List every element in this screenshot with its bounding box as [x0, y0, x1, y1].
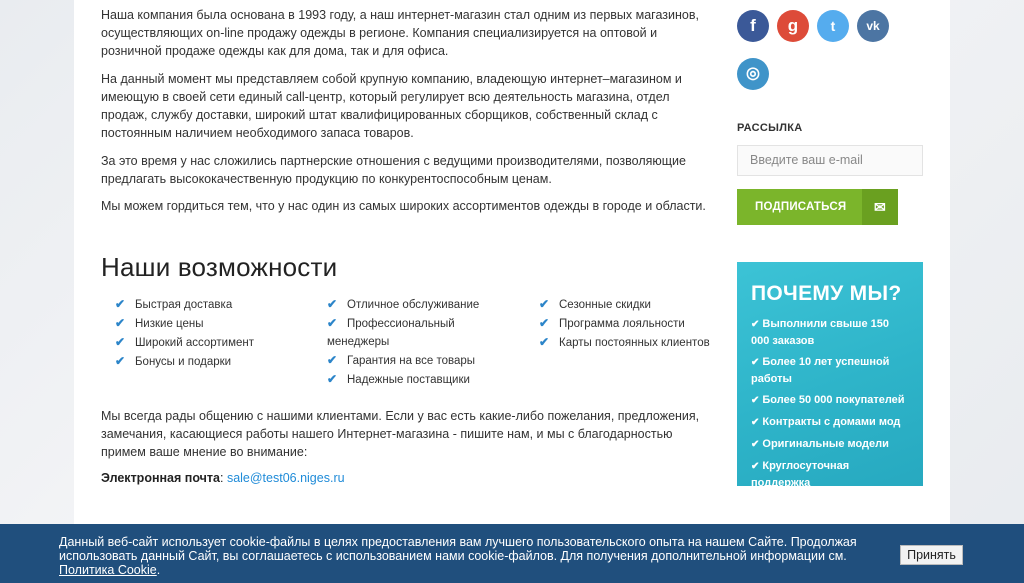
feature-item: ✔ Надежные поставщики: [327, 372, 470, 386]
why-us-item: ✔ Более 50 000 покупателей: [751, 394, 905, 406]
cookie-message: Данный веб-сайт использует cookie-файлы в целях предоставления вам лучшего пользовательского опыта на нашем Сайте. Продолжая использовать данный Сайт, вы соглашаетесь с использованием нами cookie-файлов. Для получения дополнительной информации см.: [59, 535, 857, 563]
check-icon: ✔: [115, 316, 126, 330]
check-icon: ✔: [327, 353, 338, 367]
why-us-title: ПОЧЕМУ МЫ?: [751, 282, 902, 305]
features-column-3: [539, 295, 715, 352]
feature-item: ✔ Бонусы и подарки: [115, 354, 232, 368]
why-us-banner[interactable]: [737, 262, 923, 489]
cookie-tail: .: [156, 563, 161, 577]
about-paragraph-1: Наша компания была основана в 1993 году, а наш интернет-магазин стал одним из первых магазинов, осуществляющих on-line продажу одежды в регионе. Компания специализируется на оптовой и розничной продаже одежды как для дома, так и для офиса.: [101, 8, 699, 58]
check-icon: ✔: [751, 417, 760, 428]
feature-item: ✔ Гарантия на все товары: [327, 353, 476, 367]
check-icon: ✔: [539, 316, 550, 330]
cookie-text: [59, 535, 859, 577]
page-container: [74, 0, 950, 583]
cookie-banner: [0, 524, 1024, 583]
why-us-list: [751, 316, 909, 491]
feature-item: ✔ Программа лояльности: [539, 316, 685, 330]
check-icon: ✔: [751, 319, 760, 330]
check-icon: ✔: [751, 461, 760, 472]
check-icon: ✔: [751, 439, 760, 450]
subscribe-button[interactable]: [737, 189, 898, 225]
contact-paragraph: Мы всегда рады общению с нашими клиентами. Если у вас есть какие-либо пожелания, предложения, замечания, касающиеся работы нашего Интернет-магазина - пишите нам, и мы с благодарностью примем ваше мнение во внимание:: [101, 409, 700, 459]
vk-icon[interactable]: vk: [857, 10, 889, 42]
accept-cookies-button[interactable]: Принять: [900, 545, 963, 565]
about-paragraph-4: Мы можем гордиться тем, что у нас один из самых широких ассортиментов одежды в городе и области.: [101, 199, 706, 213]
check-icon: ✔: [115, 354, 126, 368]
check-icon: ✔: [539, 335, 550, 349]
feature-item: ✔ Сезонные скидки: [539, 297, 651, 311]
feature-item: ✔ Карты постоянных клиентов: [539, 335, 710, 349]
why-us-item: ✔ Более 10 лет успешной работы: [751, 356, 890, 385]
why-us-item: ✔ Выполнили свыше 150 000 заказов: [751, 318, 889, 347]
why-us-item: ✔ Круглосуточная поддержка: [751, 460, 850, 489]
cookie-policy-link[interactable]: Политика Cookie: [59, 563, 157, 577]
subscribe-button-label: ПОДПИСАТЬСЯ: [755, 201, 847, 213]
why-us-item: ✔ Контракты с домами мод: [751, 416, 901, 428]
section-title: Наши возможности: [101, 252, 338, 282]
subscribe-title: РАССЫЛКА: [737, 122, 803, 134]
check-icon: ✔: [751, 357, 760, 368]
check-icon: ✔: [327, 372, 338, 386]
why-us-item: ✔ Оригинальные модели: [751, 438, 889, 450]
social-links: [737, 10, 927, 82]
feature-item: ✔ Отличное обслуживание: [327, 297, 480, 311]
about-paragraph-2: На данный момент мы представляем собой крупную компанию, владеющую интернет–магазином и имеющую в своей сети единый call-центр, который регулирует всю деятельность магазина, отдел продаж, службу доставки, широкий штат квалифицированных сборщиков, собственный склад с постоянным наличием необходимого запаса товаров.: [101, 72, 682, 140]
email-line: [101, 471, 345, 485]
feature-item: ✔ Низкие цены: [115, 316, 204, 330]
check-icon: ✔: [115, 335, 126, 349]
feature-item: ✔ Широкий ассортимент: [115, 335, 255, 349]
instagram-icon[interactable]: ◎: [737, 58, 769, 90]
features-column-2: [327, 295, 517, 389]
feature-item: ✔ Профессиональный менеджеры: [327, 316, 455, 348]
features-column-1: [115, 295, 315, 371]
facebook-icon[interactable]: f: [737, 10, 769, 42]
about-paragraph-3: За это время у нас сложились партнерские отношения с ведущими производителями, позволяющие предлагать высококачественную продукцию по конкурентоспособным ценам.: [101, 154, 686, 186]
feature-item: ✔ Быстрая доставка: [115, 297, 233, 311]
check-icon: ✔: [327, 316, 338, 330]
email-label: Электронная почта: [101, 471, 220, 485]
email-separator: :: [219, 471, 227, 485]
check-icon: ✔: [327, 297, 338, 311]
check-icon: ✔: [539, 297, 550, 311]
email-field[interactable]: Введите ваш e-mail: [737, 145, 923, 176]
envelope-icon: ✉: [862, 189, 898, 225]
google-plus-icon[interactable]: g: [777, 10, 809, 42]
twitter-icon[interactable]: t: [817, 10, 849, 42]
email-link[interactable]: sale@test06.niges.ru: [226, 471, 345, 485]
check-icon: ✔: [751, 395, 760, 406]
check-icon: ✔: [115, 297, 126, 311]
